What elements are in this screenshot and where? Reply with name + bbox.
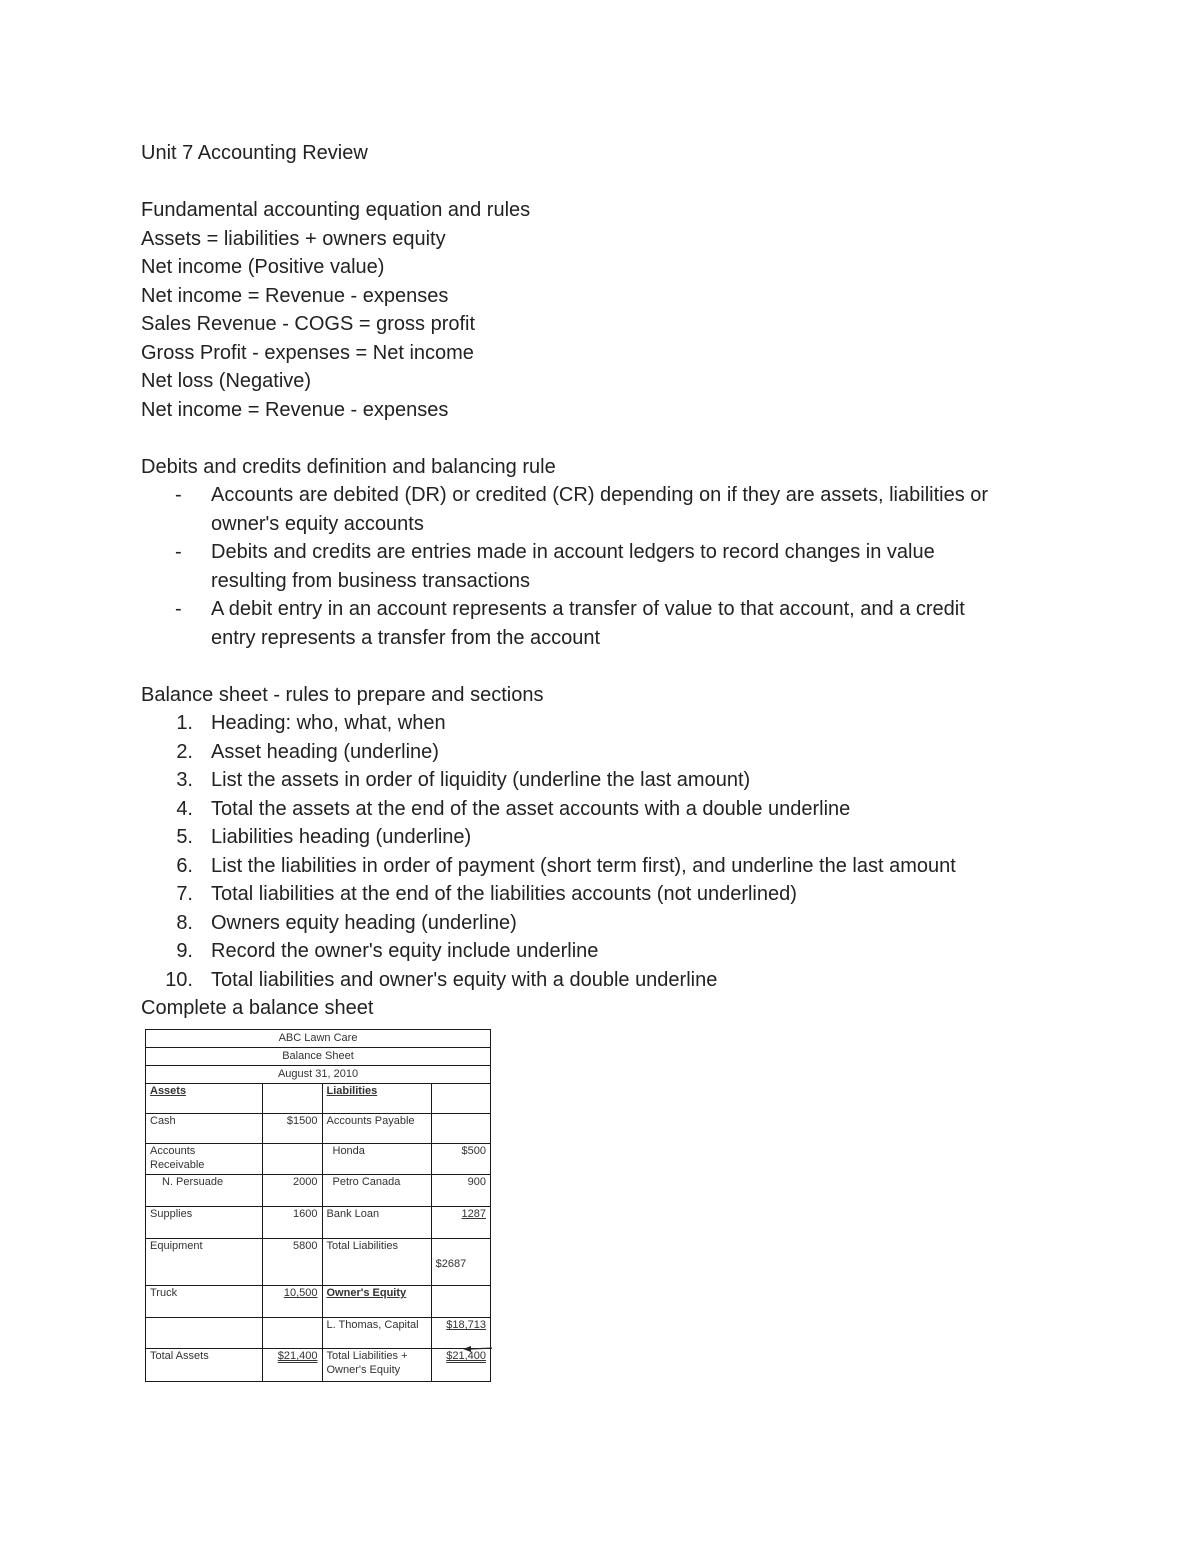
equation-line: Sales Revenue - COGS = gross profit — [141, 313, 476, 335]
list-item: - A debit entry in an account represents a transfer of value to that account, and a credit entry represents a transfer from the account — [141, 595, 1071, 652]
bullet-dash: - — [175, 598, 182, 620]
balance-sheet-table — [145, 1029, 491, 1382]
list-item: 3. List the assets in order of liquidity (underline the last amount) — [176, 769, 751, 791]
list-item: - Debits and credits are entries made in account ledgers to record changes in value resulting from business transactions — [141, 538, 1071, 595]
statement-name: Balance Sheet — [146, 1048, 491, 1066]
equation-line: Gross Profit - expenses = Net income — [141, 341, 474, 364]
equation-line: Net loss (Negative) — [141, 370, 312, 392]
bullet-dash: - — [175, 484, 182, 506]
list-item: 9. Record the owner's equity include underline — [176, 940, 599, 962]
assets-heading: Assets — [146, 1084, 263, 1114]
section-heading-debits-credits: Debits and credits definition and balancing rule — [141, 455, 556, 478]
document-body — [141, 139, 1071, 1023]
bullet-dash: - — [175, 541, 182, 563]
equation-line: Net income = Revenue - expenses — [141, 398, 449, 421]
table-row: Equipment 5800 Total Liabilities $2687 — [146, 1239, 491, 1286]
complete-balance-sheet-label: Complete a balance sheet — [141, 997, 374, 1019]
arrow-icon — [463, 1341, 492, 1353]
list-item: 1. Heading: who, what, when — [176, 712, 446, 734]
equation-line: Net income (Positive value) — [141, 256, 385, 278]
table-row: Supplies 1600 Bank Loan 1287 — [146, 1207, 491, 1239]
list-item: 5. Liabilities heading (underline) — [176, 826, 472, 848]
debits-credits-list — [141, 481, 1071, 652]
page-title: Unit 7 Accounting Review — [141, 142, 368, 164]
table-row: Accounts Receivable Honda $500 — [146, 1144, 491, 1175]
list-item: - Accounts are debited (DR) or credited (CR) depending on if they are assets, liabilities or owner's equity accounts — [141, 481, 1071, 538]
list-item: 7. Total liabilities at the end of the liabilities accounts (not underlined) — [176, 883, 797, 905]
balance-sheet-rules-list — [141, 709, 1071, 994]
equation-line: Assets = liabilities + owners equity — [141, 227, 446, 250]
list-item: 4. Total the assets at the end of the asset accounts with a double underline — [176, 797, 851, 820]
table-row: N. Persuade 2000 Petro Canada 900 — [146, 1175, 491, 1207]
table-row: L. Thomas, Capital $18,713 — [146, 1318, 491, 1349]
statement-date: August 31, 2010 — [146, 1066, 491, 1084]
balance-sheet-image — [145, 1029, 492, 1386]
section-heading-balance-sheet: Balance sheet - rules to prepare and sections — [141, 683, 544, 706]
table-row: Total Assets $21,400 Total Liabilities + Owner's Equity $21,400 — [146, 1349, 491, 1382]
list-item: 8. Owners equity heading (underline) — [176, 911, 517, 934]
list-item: 6. List the liabilities in order of payment (short term first), and underline the last amount — [176, 854, 956, 877]
section-heading-equation: Fundamental accounting equation and rules — [141, 199, 531, 221]
table-row: Cash $1500 Accounts Payable — [146, 1114, 491, 1144]
list-item: 2. Asset heading (underline) — [176, 740, 439, 763]
list-item: 10. Total liabilities and owner's equity with a double underline — [165, 968, 718, 991]
owners-equity-heading: Owner's Equity — [322, 1286, 431, 1318]
equation-line: Net income = Revenue - expenses — [141, 284, 449, 307]
liabilities-heading: Liabilities — [322, 1084, 431, 1114]
company-name: ABC Lawn Care — [146, 1030, 491, 1048]
table-row: Truck 10,500 Owner's Equity — [146, 1286, 491, 1318]
